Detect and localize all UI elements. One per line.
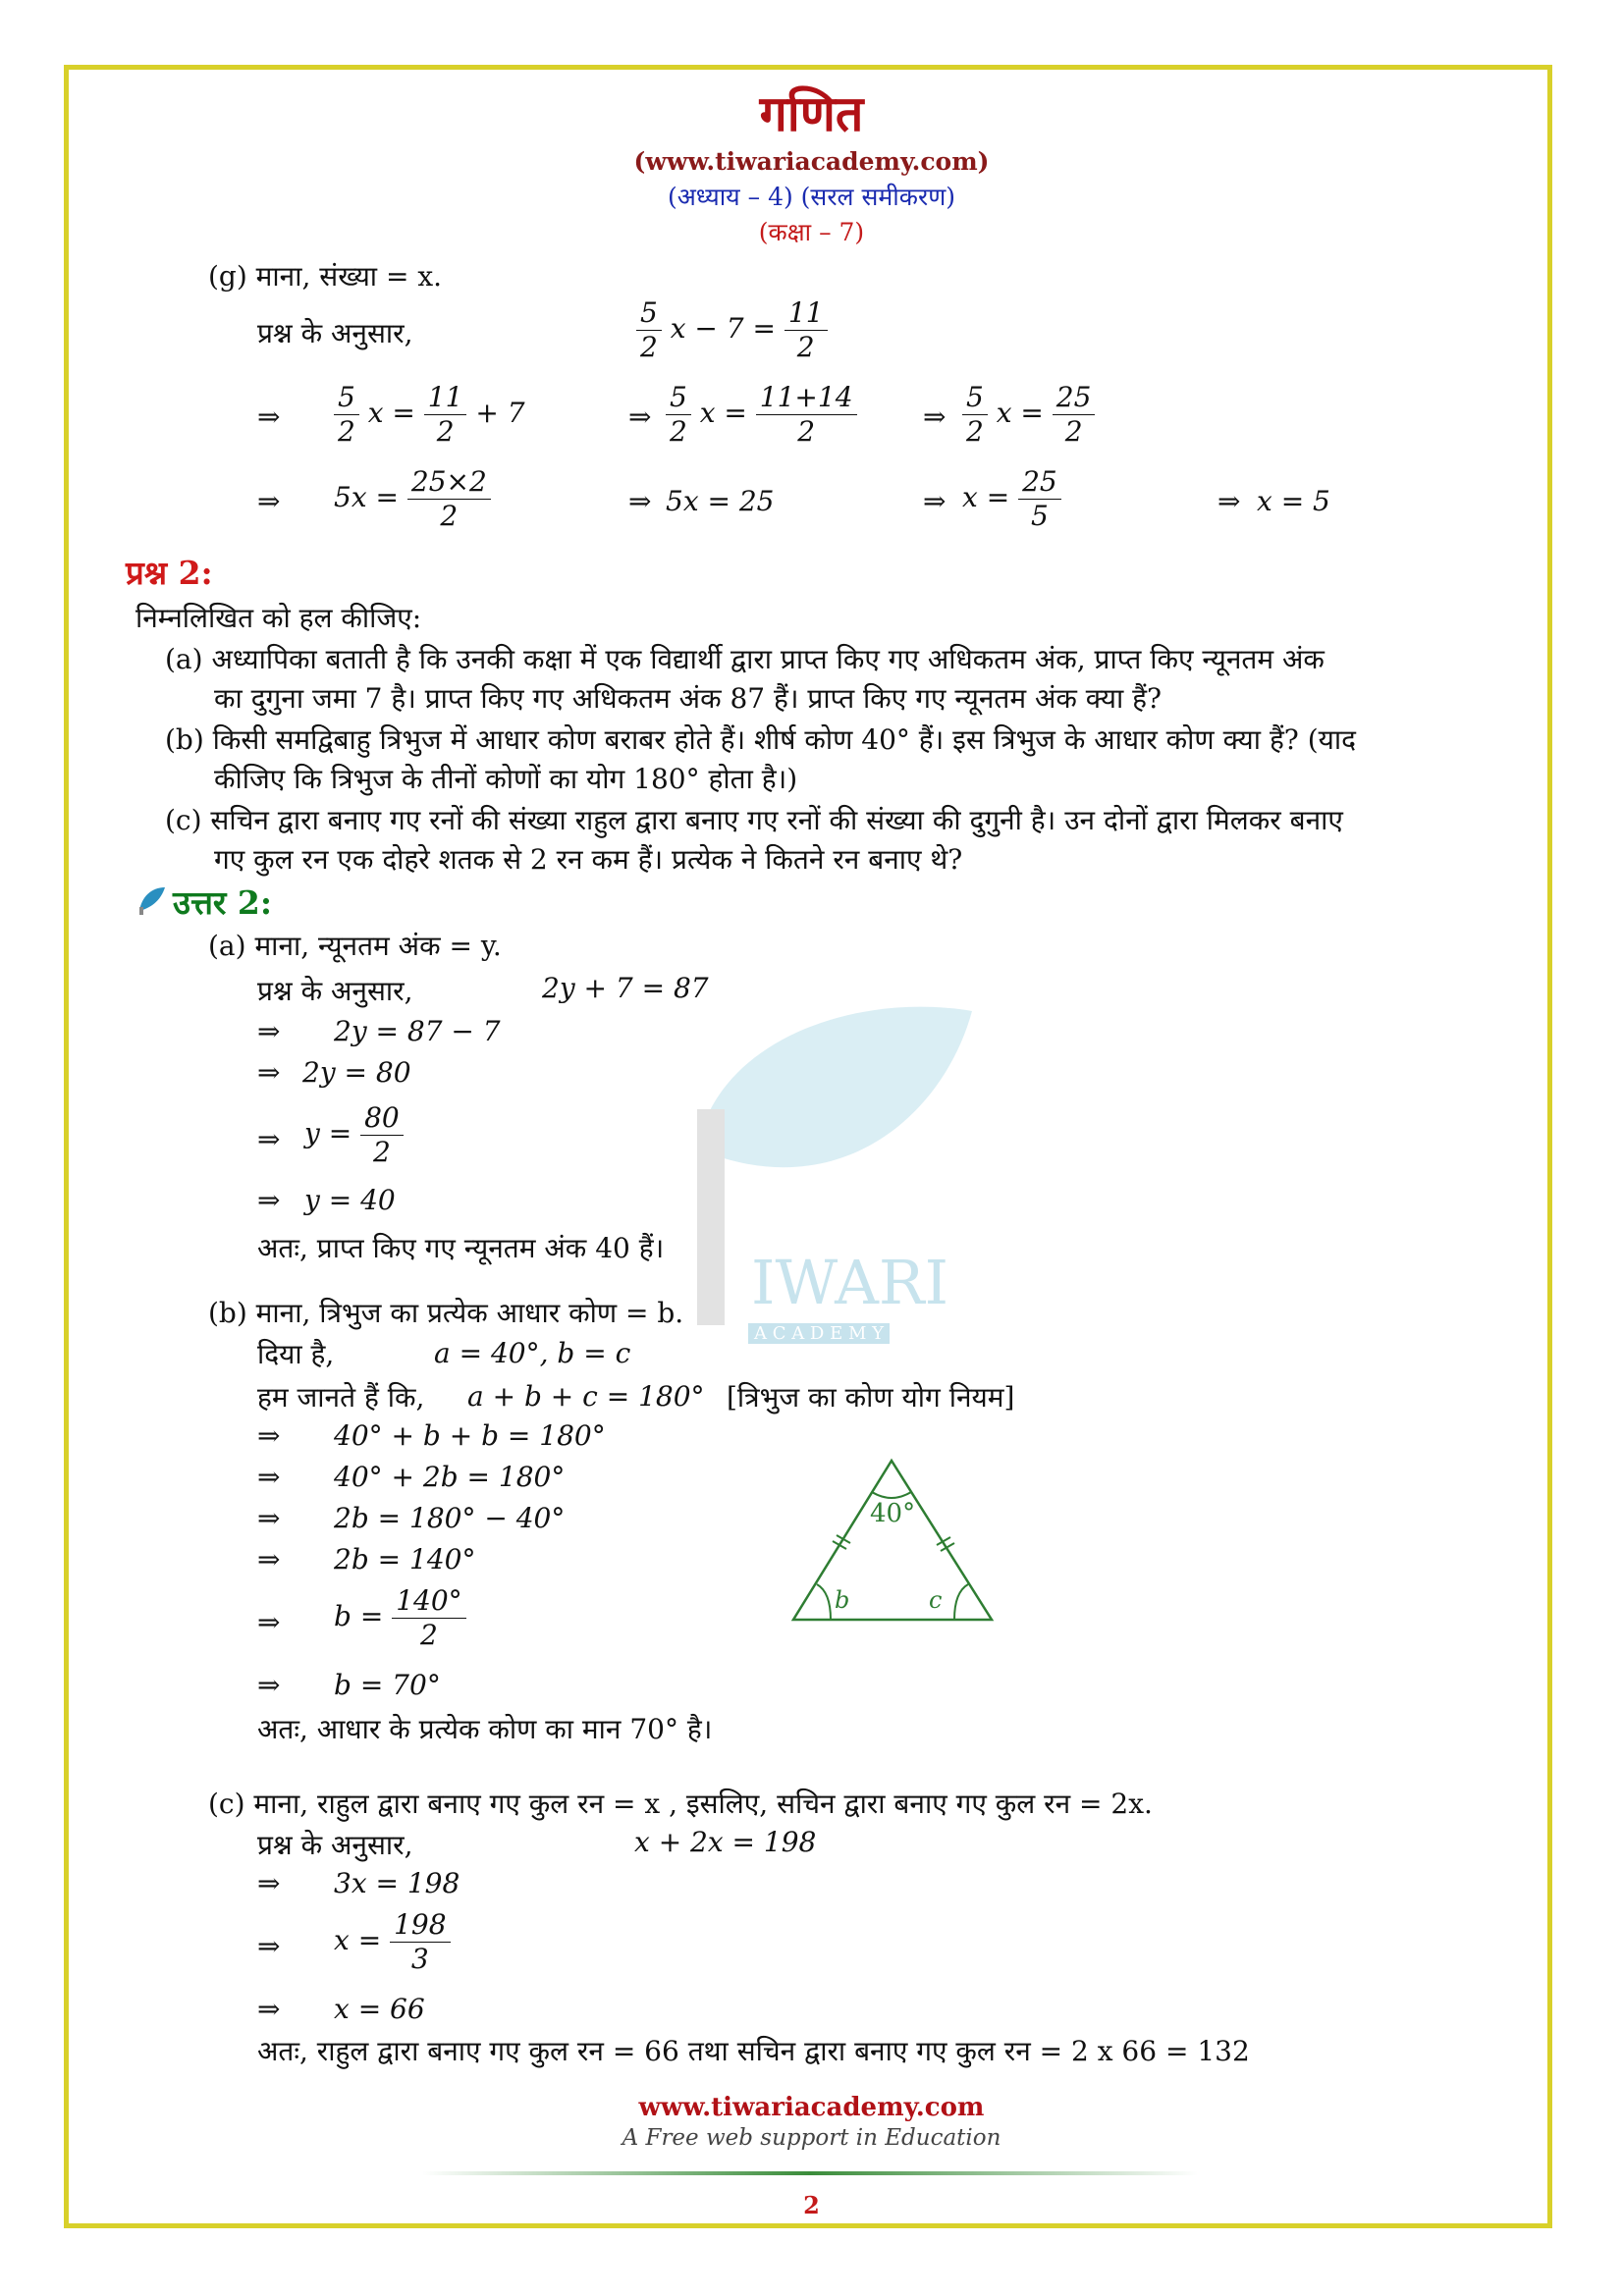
class-label: (कक्षा – 7) xyxy=(758,218,865,246)
answer-b-known-label: हम जानते हैं कि, xyxy=(257,1381,425,1414)
base-angle-b-label: b xyxy=(835,1586,850,1614)
footer-tagline: A Free web support in Education xyxy=(622,2125,1001,2151)
part-g-intro: (g) माना, संख्या = x. xyxy=(208,260,443,293)
answer-c-conclusion: अतः, राहुल द्वारा बनाए गए कुल रन = 66 तथा सचिन द्वारा बनाए गए कुल रन = 2 x 66 = 132 xyxy=(257,2035,1250,2067)
isosceles-triangle-figure xyxy=(776,1443,1011,1629)
implies-symbol: ⇒ xyxy=(257,1056,281,1089)
answer-c-equation: x + 2x = 198 xyxy=(634,1826,817,1858)
answer-b-step5: b = $\frac{140^\circ}{2}$ xyxy=(334,1584,466,1652)
part-g-according: प्रश्न के अनुसार, xyxy=(257,317,413,349)
question-b-line1: (b) किसी समद्विबाहु त्रिभुज में आधार कोण बराबर होते हैं। शीर्ष कोण 40° हैं। इस त्रिभुज के आधार कोण क्या हैं? (याद xyxy=(165,723,1357,756)
answer-heading: उत्तर 2: xyxy=(173,883,273,922)
page-number: 2 xyxy=(803,2191,820,2219)
answer-a-equation: 2y + 7 = 87 xyxy=(542,972,709,1004)
implies-symbol: ⇒ xyxy=(257,1123,281,1155)
implies-symbol: ⇒ xyxy=(257,400,281,433)
implies-symbol: ⇒ xyxy=(923,485,947,517)
part-g-equation: $\frac{5}{2}$ x − 7 = $\frac{11}{2}$ xyxy=(636,296,828,364)
implies-symbol: ⇒ xyxy=(628,485,652,517)
implies-symbol: ⇒ xyxy=(257,1015,281,1047)
answer-b-step2: 40° + 2b = 180° xyxy=(334,1461,566,1493)
implies-symbol: ⇒ xyxy=(257,1993,281,2025)
implies-symbol: ⇒ xyxy=(257,1419,281,1452)
answer-c-according: प्रश्न के अनुसार, xyxy=(257,1829,413,1861)
apex-angle-label: 40° xyxy=(870,1499,916,1528)
implies-symbol: ⇒ xyxy=(923,400,947,433)
question-c-line2: गए कुल रन एक दोहरे शतक से 2 रन कम हैं। प्रत्येक ने कितने रन बनाए थे? xyxy=(214,843,963,876)
answer-b-step4: 2b = 140° xyxy=(334,1543,476,1575)
implies-symbol: ⇒ xyxy=(257,1930,281,1962)
answer-b-step3: 2b = 180° − 40° xyxy=(334,1502,566,1534)
answer-c-step2: x = $\frac{198}{3}$ xyxy=(334,1908,451,1976)
question-a-line2: का दुगुना जमा 7 है। प्राप्त किए गए अधिकतम अंक 87 हैं। प्राप्त किए गए न्यूनतम अंक क्या हैं? xyxy=(214,682,1163,715)
implies-symbol: ⇒ xyxy=(257,1461,281,1493)
footer-website: www.tiwariacademy.com xyxy=(638,2093,985,2122)
implies-symbol: ⇒ xyxy=(257,485,281,517)
part-g-step1b: $\frac{5}{2}$ x = $\frac{11+14}{2}$ xyxy=(666,381,857,449)
part-g-step2b: 5x = 25 xyxy=(666,485,775,517)
header-website: (www.tiwariacademy.com) xyxy=(633,147,990,176)
part-g-step1c: $\frac{5}{2}$ x = $\frac{25}{2}$ xyxy=(962,381,1095,449)
chapter-label: (अध्याय – 4) (सरल समीकरण) xyxy=(667,183,956,211)
answer-b-step6: b = 70° xyxy=(334,1669,441,1701)
answer-a-step2: 2y = 80 xyxy=(302,1056,411,1089)
answer-a-step4: y = 40 xyxy=(304,1184,396,1216)
implies-symbol: ⇒ xyxy=(257,1543,281,1575)
implies-symbol: ⇒ xyxy=(257,1606,281,1638)
implies-symbol: ⇒ xyxy=(628,400,652,433)
answer-c-intro: (c) माना, राहुल द्वारा बनाए गए कुल रन = x , इसलिए, सचिन द्वारा बनाए गए कुल रन = 2x. xyxy=(208,1788,1153,1820)
footer-divider xyxy=(422,2171,1198,2175)
question-b-line2: कीजिए कि त्रिभुज के तीनों कोणों का योग 180° होता है।) xyxy=(214,763,798,795)
answer-b-given-label: दिया है, xyxy=(257,1338,335,1370)
watermark-subtext: A C A D E M Y xyxy=(748,1323,890,1344)
watermark-text: IWARI xyxy=(751,1247,949,1318)
implies-symbol: ⇒ xyxy=(257,1867,281,1899)
implies-symbol: ⇒ xyxy=(257,1184,281,1216)
question-c-line1: (c) सचिन द्वारा बनाए गए रनों की संख्या राहुल द्वारा बनाए गए रनों की संख्या की दुगुनी है। उन दोनों द्वारा मिलकर बनाए xyxy=(165,804,1343,836)
page-title: गणित xyxy=(759,84,864,142)
feather-icon xyxy=(135,883,169,921)
question-heading: प्रश्न 2: xyxy=(126,554,213,592)
answer-a-step3: y = $\frac{80}{2}$ xyxy=(304,1101,404,1169)
implies-symbol: ⇒ xyxy=(257,1669,281,1701)
answer-a-according: प्रश्न के अनुसार, xyxy=(257,975,413,1007)
answer-b-intro: (b) माना, त्रिभुज का प्रत्येक आधार कोण = b. xyxy=(208,1297,684,1329)
implies-symbol: ⇒ xyxy=(1217,485,1241,517)
answer-b-rule: [त्रिभुज का कोण योग नियम] xyxy=(727,1381,1015,1414)
answer-b-step1: 40° + b + b = 180° xyxy=(334,1419,606,1452)
answer-c-step3: x = 66 xyxy=(334,1993,425,2025)
answer-b-conclusion: अतः, आधार के प्रत्येक कोण का मान 70° है। xyxy=(257,1713,713,1745)
part-g-step1a: $\frac{5}{2}$ x = $\frac{11}{2}$ + 7 xyxy=(334,381,525,449)
answer-a-step1: 2y = 87 − 7 xyxy=(334,1015,501,1047)
answer-c-step1: 3x = 198 xyxy=(334,1867,460,1899)
answer-b-known: a + b + c = 180° xyxy=(467,1380,705,1413)
part-g-result: x = 5 xyxy=(1257,485,1330,517)
question-a-line1: (a) अध्यापिका बताती है कि उनकी कक्षा में एक विद्यार्थी द्वारा प्राप्त किए गए अधिकतम अंक, प्राप्त किए न्यूनतम अंक xyxy=(165,643,1325,675)
answer-a-intro: (a) माना, न्यूनतम अंक = y. xyxy=(208,930,502,962)
answer-a-conclusion: अतः, प्राप्त किए गए न्यूनतम अंक 40 हैं। xyxy=(257,1232,665,1264)
question-instruction: निम्नलिखित को हल कीजिए: xyxy=(135,602,422,634)
implies-symbol: ⇒ xyxy=(257,1502,281,1534)
part-g-step2a: 5x = $\frac{25\times 2}{2}$ xyxy=(334,465,491,533)
watermark-logo xyxy=(658,982,982,1359)
base-angle-c-label: c xyxy=(929,1586,943,1614)
answer-b-given: a = 40°, b = c xyxy=(434,1337,631,1369)
part-g-step2c: x = $\frac{25}{5}$ xyxy=(962,465,1061,533)
